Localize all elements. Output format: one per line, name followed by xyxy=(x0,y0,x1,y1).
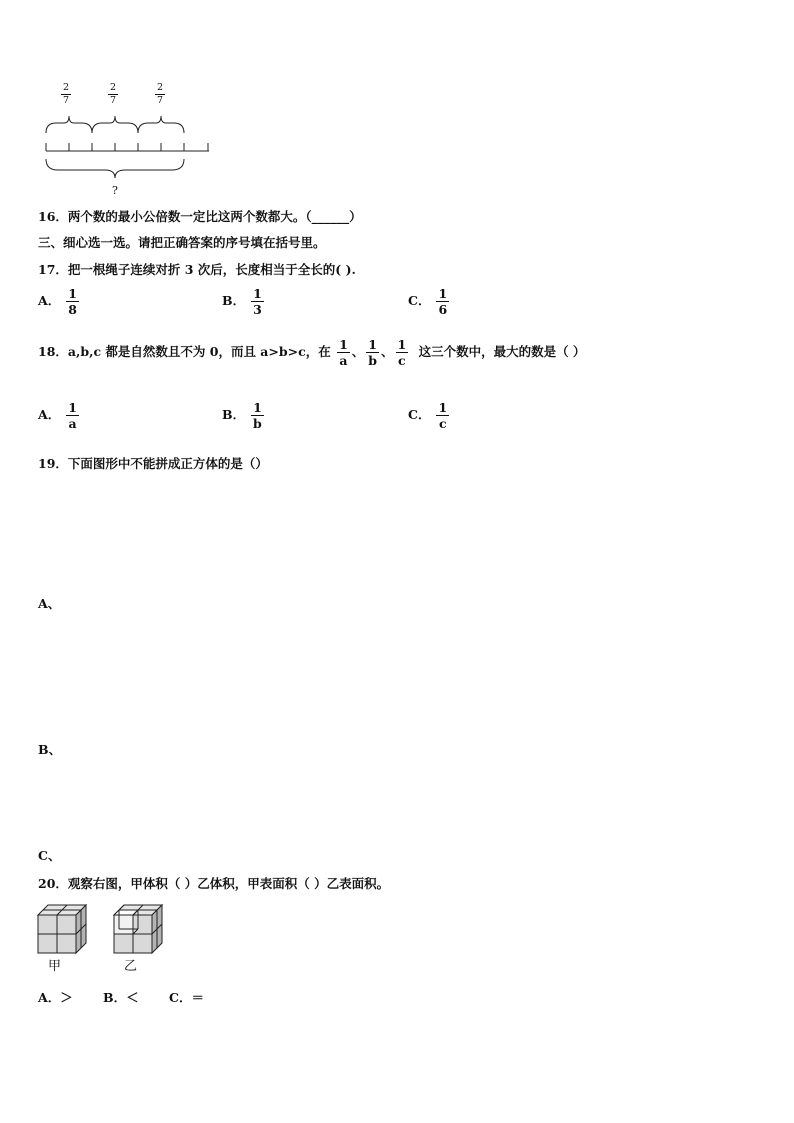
fraction-label-1: $\frac{2}{7}$ xyxy=(63,82,70,106)
section-3-heading: 三、细心选一选。请把正确答案的序号填在括号里。 xyxy=(38,235,326,250)
q20-option-a: A．＞ xyxy=(38,990,73,1005)
caption-jia: 甲 xyxy=(48,959,62,974)
q17-option-c: C． $\frac{1}{6}$ xyxy=(408,286,448,318)
question-19: 19．下面图形中不能拼成正方体的是（） xyxy=(38,456,268,471)
q20-option-b: B．＜ xyxy=(103,990,139,1005)
number-line-svg xyxy=(0,0,794,200)
question-20: 20．观察右图，甲体积（ ）乙体积，甲表面积（ ）乙表面积。 xyxy=(38,876,390,891)
q17-option-b: B． $\frac{1}{3}$ xyxy=(222,286,262,318)
top-brace-3 xyxy=(138,116,184,133)
caption-yi: 乙 xyxy=(124,959,138,974)
q19-option-b: B、 xyxy=(38,742,62,757)
question-18: 18．a,b,c 都是自然数且不为 0，而且 a>b>c，在 $\frac{1}{a}$ 、 $\frac{1}{b}$ 、 $\frac{1}{c}$ 这三个数中，最大的数是（ ） xyxy=(38,337,586,369)
q17-option-a: A． $\frac{1}{8}$ xyxy=(38,286,77,318)
q18-option-b: B． $\frac{1}{b}$ xyxy=(222,400,262,432)
top-brace-1 xyxy=(46,116,92,133)
question-17: 17．把一根绳子连续对折 3 次后，长度相当于全长的( ). xyxy=(38,262,356,277)
q20-option-c: C．＝ xyxy=(169,990,204,1005)
question-16: 16．两个数的最小公倍数一定比这两个数都大。（______） xyxy=(38,209,362,224)
top-brace-2 xyxy=(92,116,138,133)
fraction-label-3: $\frac{2}{7}$ xyxy=(157,82,164,106)
q19-option-c: C、 xyxy=(38,848,61,863)
fraction-label-2: $\frac{2}{7}$ xyxy=(110,82,117,106)
q19-option-a: A、 xyxy=(38,596,61,611)
bottom-brace xyxy=(46,159,184,178)
q18-option-c: C． $\frac{1}{c}$ xyxy=(408,400,448,432)
cube-yi xyxy=(114,905,162,953)
question-mark: ? xyxy=(112,184,118,197)
cube-jia xyxy=(38,905,86,953)
cube-figures xyxy=(36,903,176,963)
q18-option-a: A． $\frac{1}{a}$ xyxy=(38,400,77,432)
